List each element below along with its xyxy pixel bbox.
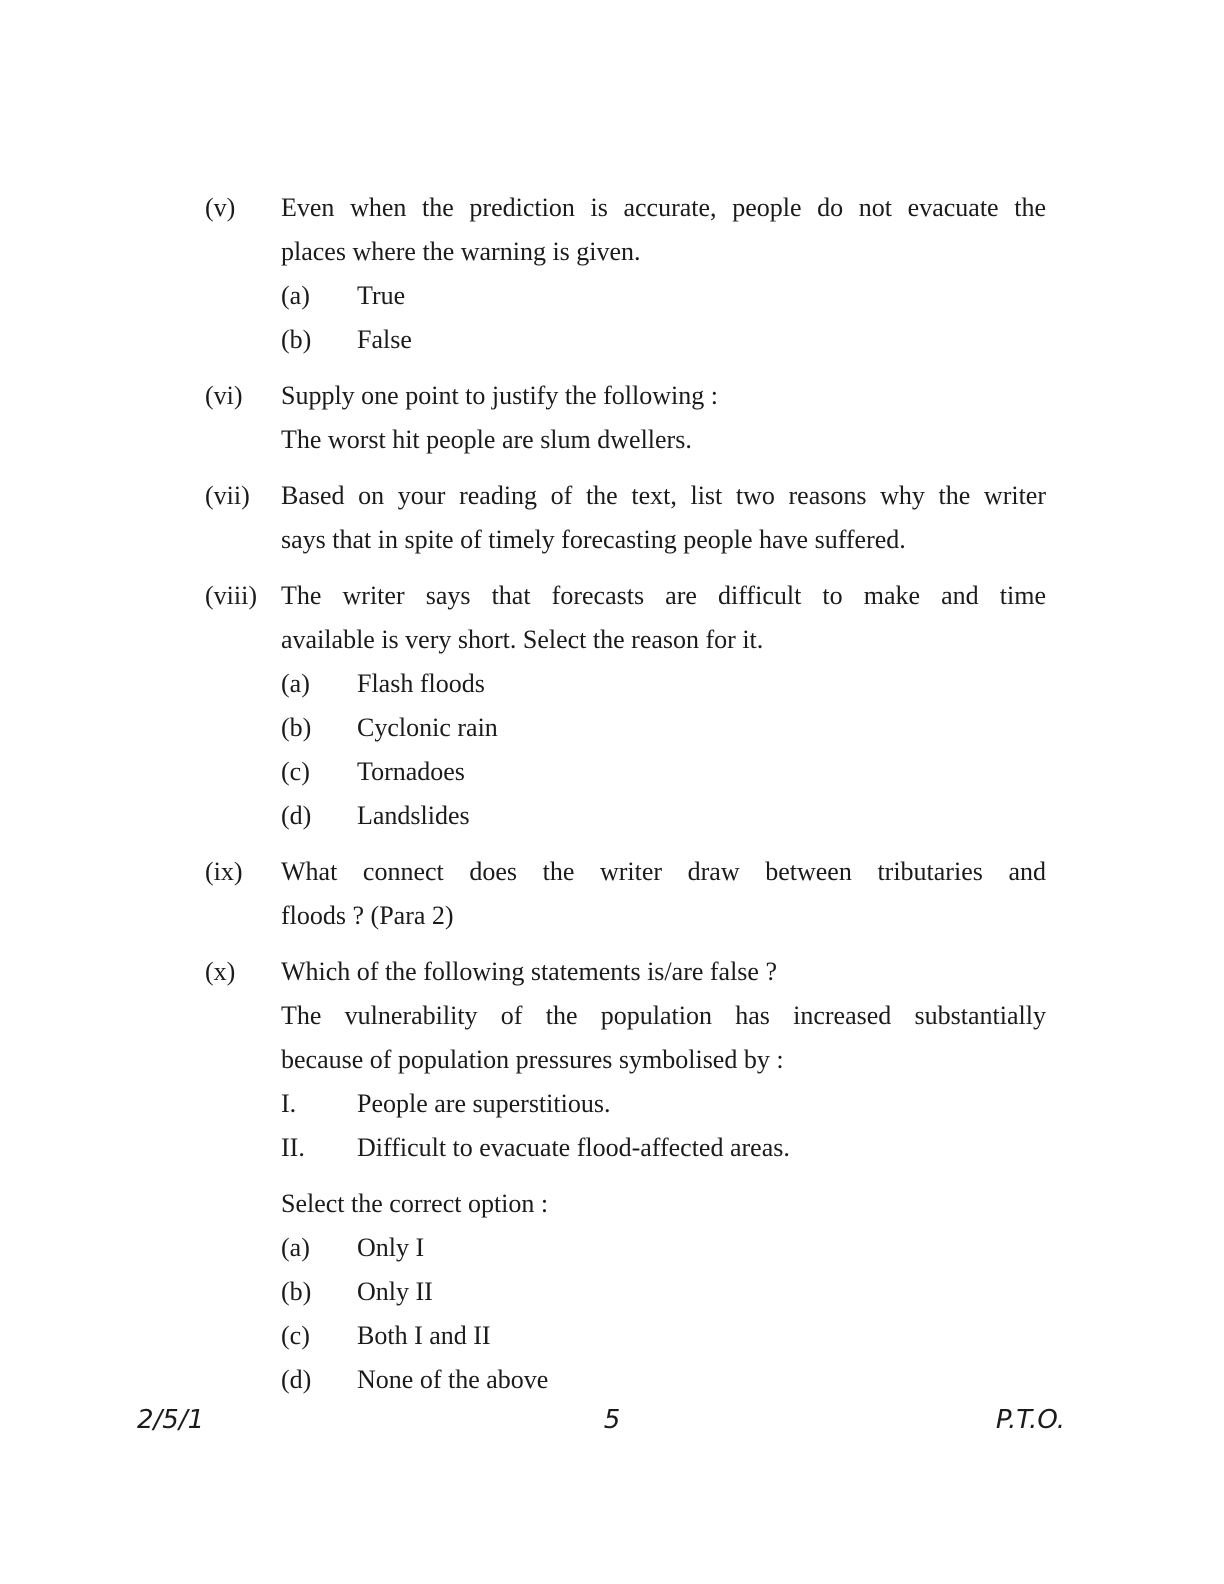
question-number: (x) — [205, 957, 236, 986]
question-number: (vi) — [205, 381, 243, 410]
question-text-line: The writer says that forecasts are difficult to make and time — [281, 581, 1046, 610]
question-number: (v) — [205, 193, 236, 222]
page-footer — [0, 1405, 1224, 1449]
option-label: (a) — [281, 1233, 310, 1262]
option-label: (b) — [281, 325, 312, 354]
option-c — [281, 750, 1046, 794]
question-text-line: because of population pressures symbolised by : — [281, 1045, 784, 1074]
option-label: (b) — [281, 713, 312, 742]
question-number: (viii) — [205, 581, 257, 610]
question-text-line: places where the warning is given. — [281, 237, 641, 266]
question-v — [205, 186, 1046, 362]
statement-2 — [281, 1126, 1046, 1170]
question-text-line: Even when the prediction is accurate, people do not evacuate the — [281, 193, 1046, 222]
option-label: (d) — [281, 1365, 312, 1394]
question-text-line: The vulnerability of the population has increased substantially — [281, 1001, 1046, 1030]
select-option-prompt: Select the correct option : — [281, 1189, 549, 1218]
question-vii — [205, 474, 1046, 562]
question-vi — [205, 374, 1046, 462]
option-label: (b) — [281, 1277, 312, 1306]
page-number: 5 — [603, 1405, 621, 1435]
pto-label: P.T.O. — [995, 1405, 1065, 1435]
paper-code: 2/5/1 — [137, 1405, 205, 1435]
option-text: Only I — [357, 1233, 425, 1262]
question-text-line: What connect does the writer draw between tributaries and — [281, 857, 1046, 886]
statement-1 — [281, 1082, 1046, 1126]
option-text: Cyclonic rain — [357, 713, 498, 742]
statement-text: People are superstitious. — [357, 1089, 611, 1118]
question-text-line: available is very short. Select the reason for it. — [281, 625, 764, 654]
statement-text: Difficult to evacuate flood-affected areas. — [357, 1133, 790, 1162]
option-text: Landslides — [357, 801, 470, 830]
option-d — [281, 1358, 1046, 1402]
statement-label: I. — [281, 1089, 297, 1118]
option-label: (d) — [281, 801, 312, 830]
question-ix — [205, 850, 1046, 938]
question-number: (ix) — [205, 857, 243, 886]
question-number: (vii) — [205, 481, 250, 510]
option-text: Flash floods — [357, 669, 485, 698]
questions-section — [205, 186, 1046, 1402]
option-text: Tornadoes — [357, 757, 465, 786]
option-text: True — [357, 281, 406, 310]
option-text: Only II — [357, 1277, 433, 1306]
option-b — [281, 1270, 1046, 1314]
option-a — [281, 1226, 1046, 1270]
question-text-line: The worst hit people are slum dwellers. — [281, 425, 692, 454]
option-label: (c) — [281, 757, 310, 786]
question-viii — [205, 574, 1046, 838]
option-label: (c) — [281, 1321, 310, 1350]
option-text: None of the above — [357, 1365, 549, 1394]
option-label: (a) — [281, 281, 310, 310]
question-text-line: floods ? (Para 2) — [281, 901, 454, 930]
option-label: (a) — [281, 669, 310, 698]
question-text-line: Which of the following statements is/are false ? — [281, 957, 778, 986]
question-text-line: says that in spite of timely forecasting people have suffered. — [281, 525, 906, 554]
option-b — [281, 706, 1046, 750]
option-a — [281, 662, 1046, 706]
option-c — [281, 1314, 1046, 1358]
statement-label: II. — [281, 1133, 305, 1162]
question-text-line: Supply one point to justify the following : — [281, 381, 718, 410]
option-a — [281, 274, 1046, 318]
question-x — [205, 950, 1046, 1402]
option-d — [281, 794, 1046, 838]
question-text-line: Based on your reading of the text, list two reasons why the writer — [281, 481, 1046, 510]
option-text: False — [357, 325, 412, 354]
option-text: Both I and II — [357, 1321, 491, 1350]
option-b — [281, 318, 1046, 362]
